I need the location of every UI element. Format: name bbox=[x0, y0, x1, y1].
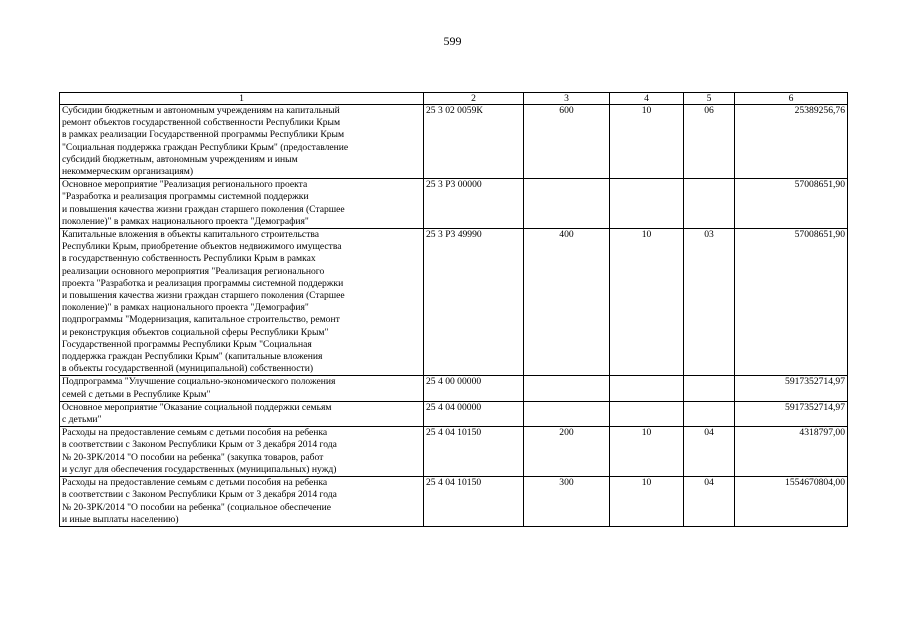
row-col5 bbox=[684, 179, 735, 229]
table-row bbox=[60, 477, 848, 527]
row-col4: 10 bbox=[610, 229, 684, 376]
row-col5: 03 bbox=[684, 229, 735, 376]
table-row bbox=[60, 401, 848, 426]
row-col4 bbox=[610, 401, 684, 426]
column-header-2: 2 bbox=[424, 93, 524, 105]
row-code: 25 3 P3 00000 bbox=[424, 179, 524, 229]
row-col4: 10 bbox=[610, 105, 684, 179]
row-col3 bbox=[524, 376, 610, 401]
row-col5: 04 bbox=[684, 427, 735, 477]
row-col4: 10 bbox=[610, 477, 684, 527]
row-name: Субсидии бюджетным и автономным учреждениям на капитальный ремонт объектов государственной собственности Республики Крым в рамках реализации Государственной программы Республики Крым "Социальная поддержка граждан Республики Крым" (предоставление субсидий бюджетным, автономным учреждениям и иным некоммерческим организациям) bbox=[60, 105, 424, 179]
row-code: 25 4 04 00000 bbox=[424, 401, 524, 426]
row-name: Основное мероприятие "Оказание социальной поддержки семьям с детьми" bbox=[60, 401, 424, 426]
row-amount: 5917352714,97 bbox=[735, 376, 848, 401]
row-amount: 25389256,76 bbox=[735, 105, 848, 179]
budget-table bbox=[59, 92, 848, 527]
row-amount: 1554670804,00 bbox=[735, 477, 848, 527]
row-name: Капитальные вложения в объекты капитального строительства Республики Крым, приобретение объектов недвижимого имущества в государственную собственность Республики Крым в рамках реализации основного мероприятия "Реализация регионального проекта "Разработка и реализация программы системной поддержки и повышения качества жизни граждан старшего поколения (Старшее поколение)" в рамках национального проекта "Демография" подпрограммы "Модернизация, капитальное строительство, ремонт и реконструкция объектов социальной сферы Республики Крым" Государственной программы Республики Крым "Социальная поддержка граждан Республики Крым" (капитальные вложения в объекты государственной (муниципальной) собственности) bbox=[60, 229, 424, 376]
table-row bbox=[60, 427, 848, 477]
row-name: Расходы на предоставление семьям с детьми пособия на ребенка в соответствии с Законом Республики Крым от 3 декабря 2014 года № 20-ЗРК/2014 "О пособии на ребенка" (закупка товаров, работ и услуг для обеспечения государственных (муниципальных) нужд) bbox=[60, 427, 424, 477]
row-col5 bbox=[684, 401, 735, 426]
row-col3: 600 bbox=[524, 105, 610, 179]
table-row bbox=[60, 179, 848, 229]
row-col4 bbox=[610, 376, 684, 401]
row-name: Основное мероприятие "Реализация регионального проекта "Разработка и реализация программы системной поддержки и повышения качества жизни граждан старшего поколения (Старшее поколение)" в рамках национального проекта "Демография" bbox=[60, 179, 424, 229]
row-code: 25 3 02 0059К bbox=[424, 105, 524, 179]
row-code: 25 4 04 10150 bbox=[424, 477, 524, 527]
table-row bbox=[60, 105, 848, 179]
row-col5: 06 bbox=[684, 105, 735, 179]
table-row bbox=[60, 376, 848, 401]
column-header-1: 1 bbox=[60, 93, 424, 105]
row-col3 bbox=[524, 401, 610, 426]
row-col5: 04 bbox=[684, 477, 735, 527]
row-code: 25 4 00 00000 bbox=[424, 376, 524, 401]
table-header-row bbox=[60, 93, 848, 105]
row-amount: 4318797,00 bbox=[735, 427, 848, 477]
row-amount: 57008651,90 bbox=[735, 229, 848, 376]
table-row bbox=[60, 229, 848, 376]
row-code: 25 3 P3 49990 bbox=[424, 229, 524, 376]
column-header-6: 6 bbox=[735, 93, 848, 105]
page-number: 599 bbox=[443, 34, 462, 48]
row-col4 bbox=[610, 179, 684, 229]
column-header-5: 5 bbox=[684, 93, 735, 105]
row-name: Расходы на предоставление семьям с детьми пособия на ребенка в соответствии с Законом Республики Крым от 3 декабря 2014 года № 20-ЗРК/2014 "О пособии на ребенка" (социальное обеспечение и иные выплаты населению) bbox=[60, 477, 424, 527]
row-col4: 10 bbox=[610, 427, 684, 477]
row-col3: 300 bbox=[524, 477, 610, 527]
column-header-4: 4 bbox=[610, 93, 684, 105]
row-amount: 5917352714,97 bbox=[735, 401, 848, 426]
row-col5 bbox=[684, 376, 735, 401]
row-col3: 400 bbox=[524, 229, 610, 376]
row-code: 25 4 04 10150 bbox=[424, 427, 524, 477]
column-header-3: 3 bbox=[524, 93, 610, 105]
row-name: Подпрограмма "Улучшение социально-экономического положения семей с детьми в Республике Крым" bbox=[60, 376, 424, 401]
row-col3 bbox=[524, 179, 610, 229]
row-amount: 57008651,90 bbox=[735, 179, 848, 229]
row-col3: 200 bbox=[524, 427, 610, 477]
